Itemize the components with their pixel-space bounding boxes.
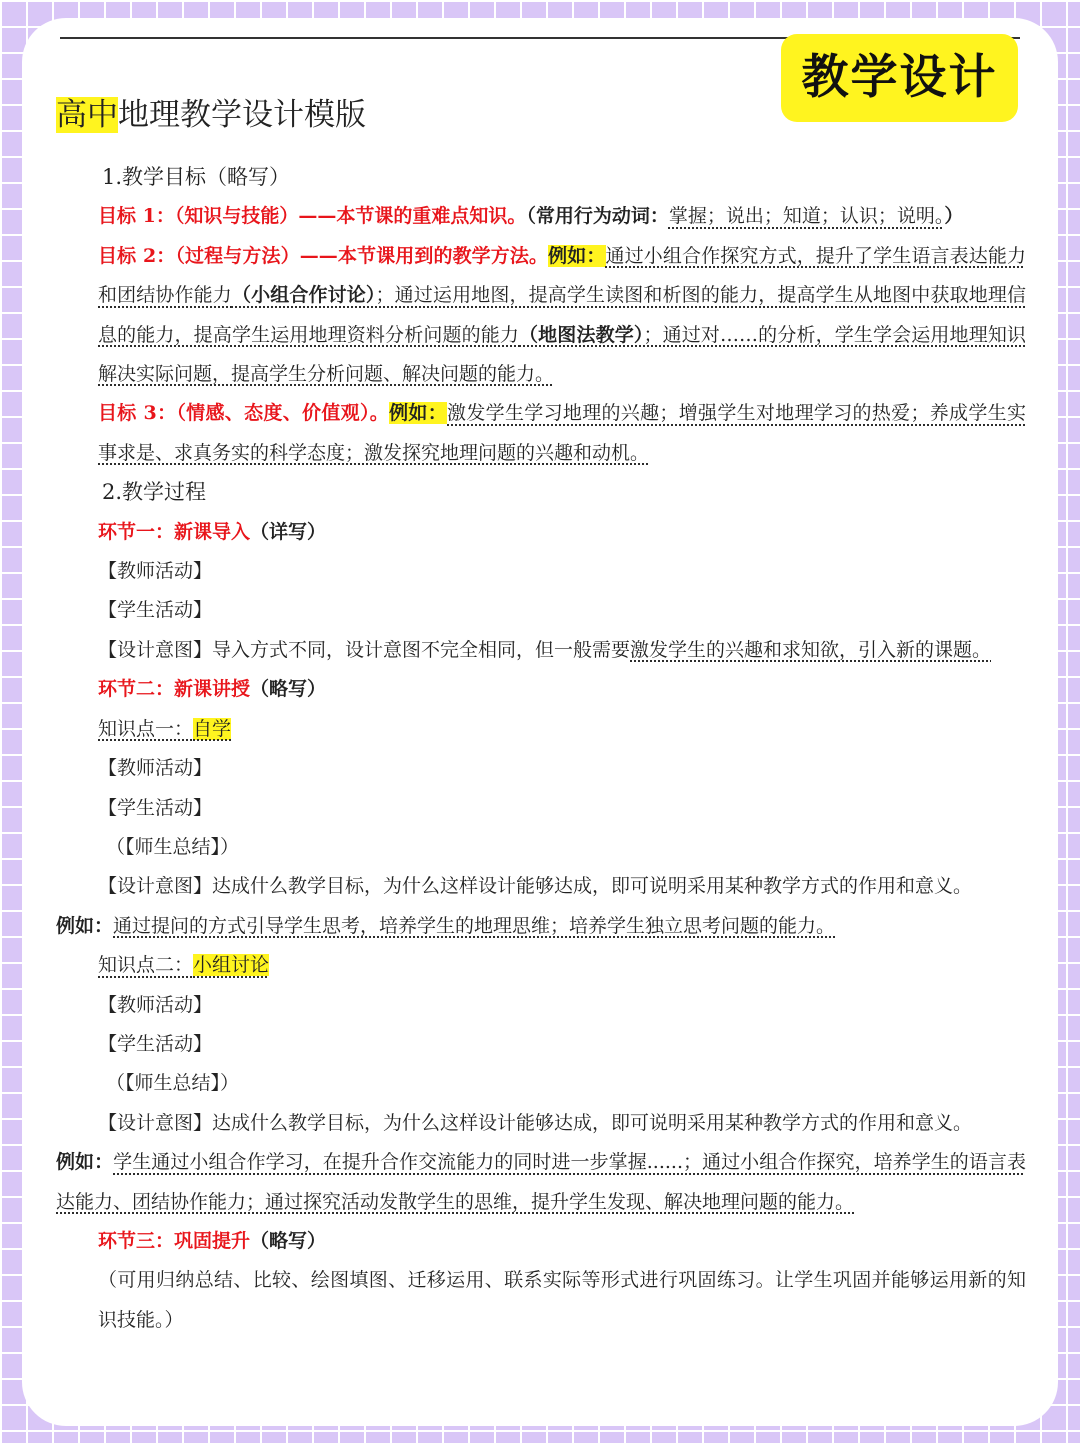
process-heading: 2.教学过程 (102, 480, 207, 505)
goal-2-text-2: ；通过运用地图，提高学生读图和析图的能力，提高学生从地图中获取地理信息的能力，提高学生运用地理资料分析问题的能力 (98, 284, 1026, 346)
stage-2-heading (56, 670, 1026, 709)
title-highlight: 高中 (56, 97, 118, 133)
goal-2-text-3: ；通过对……的分析，学生学会运用地理知识解决实际问题，提高学生分析问题、解决问题的能力。 (98, 323, 1026, 386)
knowledge-point-1 (56, 710, 1026, 749)
document-body (56, 158, 1026, 1340)
stage-1-heading (56, 513, 1026, 552)
student-activity: 【学生活动】 (98, 1032, 213, 1055)
knowledge-point-2-label: 知识点二： (98, 954, 194, 977)
intent-label: 【设计意图】 (98, 638, 213, 661)
stage-2-note: （略写） (250, 678, 327, 701)
stage-1-intent-text: 导入方式不同，设计意图不完全相同，但一般需要 (212, 638, 631, 661)
stage-1-label: 环节一：新课导入 (98, 520, 251, 543)
example-2-text: 学生通过小组合作学习，在提升合作交流能力的同时进一步掌握......；通过小组合作探究，培养学生的语言表达能力、团结协作能力；通过探究活动发散学生的思维，提升学生发现、解决地理问题的能力。 (56, 1151, 1026, 1213)
goal-2-text-1: 通过小组合作探究方式，提升了学生语言表达能力和团结协作能力 (98, 244, 1026, 307)
goal-3-example-label: 例如： (389, 402, 448, 425)
example-label: 例如： (56, 914, 114, 937)
stage-1-intent-underlined: 激发学生的兴趣和求知欲，引入新的课题。 (630, 638, 992, 661)
goal-1 (56, 197, 1026, 236)
title-rest: 地理教学设计模版 (118, 97, 366, 133)
knowledge-point-2 (56, 946, 1026, 985)
intent-text: 达成什么教学目标，为什么这样设计能够达成，即可说明采用某种教学方式的作用和意义。 (212, 1111, 973, 1134)
knowledge-point-1-value: 自学 (193, 717, 232, 740)
stage-2-label: 环节二：新课讲授 (98, 678, 251, 701)
teacher-activity: 【教师活动】 (98, 560, 213, 583)
knowledge-point-2-value: 小组讨论 (193, 954, 270, 977)
goal-2-label: 目标 2：（过程与方法）——本节课用到的教学方法。 (98, 244, 549, 267)
goal-2-example-label: 例如： (548, 244, 606, 267)
goal-2-method-1: （小组合作讨论） (231, 284, 376, 307)
goal-1-verbs: 掌握；说出；知道；认识；说明。 (668, 205, 945, 228)
example-label: 例如： (56, 1151, 114, 1174)
example-1 (56, 907, 1026, 946)
stage-1-intent (56, 631, 1026, 670)
stage-3-text: （可用归纳总结、比较、绘图填图、迁移运用、联系实际等形式进行巩固练习。让学生巩固并能够运用新的知识技能。） (98, 1269, 1026, 1331)
teacher-activity: 【教师活动】 (98, 757, 213, 780)
intent-label: 【设计意图】 (98, 875, 213, 898)
stage-1-note: （详写） (250, 520, 327, 543)
teacher-student-summary: （【师生总结】） (106, 835, 240, 858)
design-intent (56, 867, 1026, 906)
teacher-student-summary: （【师生总结】） (106, 1072, 240, 1095)
goal-3 (56, 394, 1026, 473)
design-intent (56, 1104, 1026, 1143)
student-activity: 【学生活动】 (98, 796, 213, 819)
example-1-text: 通过提问的方式引导学生思考，培养学生的地理思维；培养学生独立思考问题的能力。 (113, 914, 836, 937)
objectives-heading: 1.教学目标（略写） (102, 165, 291, 189)
goal-3-text: 激发学生学习地理的兴趣；增强学生对地理学习的热爱；养成学生实事求是、求真务实的科学态度；激发探究地理问题的兴趣和动机。 (98, 402, 1026, 464)
goal-2-method-2: （地图法教学） (519, 323, 644, 346)
knowledge-point-1-label: 知识点一： (98, 717, 194, 740)
stage-3-heading (56, 1222, 1026, 1261)
goal-1-verbs-label: （常用行为动词： (526, 205, 669, 228)
teacher-activity: 【教师活动】 (98, 993, 213, 1016)
goal-3-label: 目标 3：（情感、态度、价值观）。 (98, 402, 390, 425)
intent-text: 达成什么教学目标，为什么这样设计能够达成，即可说明采用某种教学方式的作用和意义。 (212, 875, 973, 898)
student-activity: 【学生活动】 (98, 599, 213, 622)
goal-1-close: ） (944, 205, 964, 228)
example-2 (56, 1143, 1026, 1222)
goal-2 (56, 237, 1026, 395)
badge: 教学设计 (781, 34, 1018, 122)
intent-label: 【设计意图】 (98, 1111, 213, 1134)
goal-1-label: 目标 1：（知识与技能）——本节课的重难点知识。 (98, 205, 527, 228)
stage-3-note: （略写） (250, 1229, 327, 1252)
page-title (56, 93, 366, 137)
stage-3-label: 环节三：巩固提升 (98, 1229, 251, 1252)
